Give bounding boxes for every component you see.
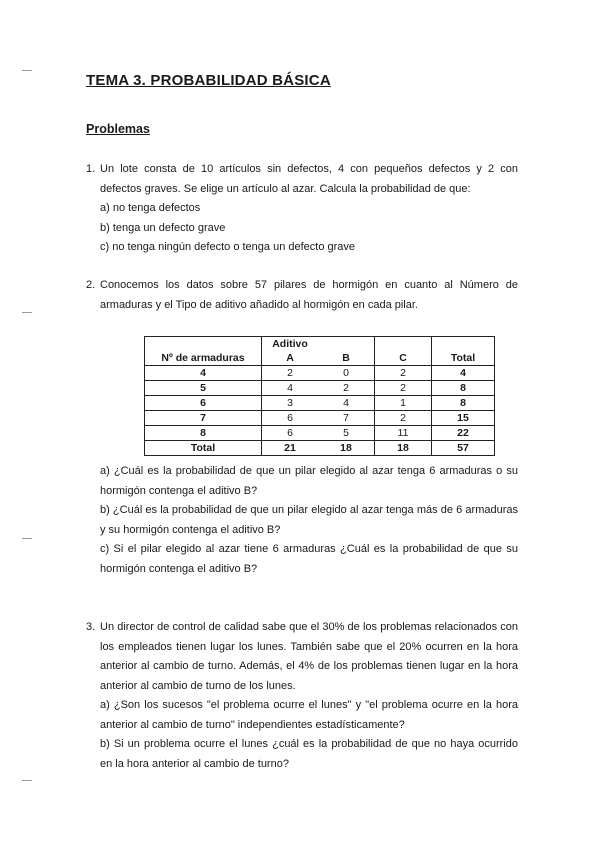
problem-item: a) ¿Cuál es la probabilidad de que un pilar elegido al azar tenga 6 armaduras o su hormigón contenga el aditivo B? [100,465,518,497]
cell: 11 [375,426,432,441]
problem-3 [86,618,518,774]
scan-mark [22,312,32,313]
table-row [145,381,495,396]
row-total: 15 [432,411,495,426]
cell: 18 [318,441,375,456]
cell: 2 [375,366,432,381]
table-row [145,366,495,381]
problem-item: c) no tenga ningún defecto o tenga un defecto grave [100,241,356,253]
column-header: A [262,351,319,366]
row-total: 4 [432,366,495,381]
cell: 5 [318,426,375,441]
column-header: B [318,351,375,366]
scan-mark [22,538,32,539]
cell: 2 [318,381,375,396]
row-label: Total [145,441,262,456]
problem-text: Un lote consta de 10 artículos sin defectos, 4 con pequeños defectos y 2 con defectos graves. Se elige un artículo al azar. Calcula la probabilidad de que: [100,163,518,195]
cell: 4 [262,381,319,396]
row-total: 8 [432,396,495,411]
column-header: C [375,351,432,366]
cell: 2 [262,366,319,381]
table-row [145,411,495,426]
problem-text: Conocemos los datos sobre 57 pilares de hormigón en cuanto al Número de armaduras y el Tipo de aditivo añadido al hormigón en cada pilar. [100,279,518,311]
row-total: 8 [432,381,495,396]
table-row [145,396,495,411]
scan-mark [22,780,32,781]
group-header: Aditivo [262,337,319,352]
table-row-total [145,441,495,456]
cell: 6 [262,411,319,426]
problem-2 [86,276,518,315]
row-header: Nº de armaduras [145,351,262,366]
problem-2-questions [86,462,518,579]
problem-item: a) no tenga defectos [100,202,201,214]
column-header: Total [432,351,495,366]
cell: 18 [375,441,432,456]
section-heading: Problemas [86,122,150,136]
row-label: 7 [145,411,262,426]
cell: 2 [375,411,432,426]
problem-number: 1. [86,163,96,175]
problem-item: c) Si el pilar elegido al azar tiene 6 armaduras ¿Cuál es la probabilidad de que su hormigón contenga el aditivo B? [100,543,518,575]
cell: 3 [262,396,319,411]
problem-item: a) ¿Son los sucesos "el problema ocurre el lunes" y "el problema ocurre en la hora anterior al cambio de turno" independientes estadísticamente? [100,699,518,731]
problem-1 [86,160,518,258]
problem-number: 2. [86,279,96,291]
grand-total: 57 [432,441,495,456]
problem-number: 3. [86,621,96,633]
problem-item: b) Si un problema ocurre el lunes ¿cuál es la probabilidad de que no haya ocurrido en la hora anterior al cambio de turno? [100,738,518,770]
cell: 0 [318,366,375,381]
cell: 7 [318,411,375,426]
problem-item: b) tenga un defecto grave [100,221,226,234]
cell: 4 [318,396,375,411]
row-label: 4 [145,366,262,381]
cell: 2 [375,381,432,396]
cell: 6 [262,426,319,441]
row-label: 8 [145,426,262,441]
table-row [145,426,495,441]
row-total: 22 [432,426,495,441]
cell: 1 [375,396,432,411]
row-label: 6 [145,396,262,411]
problem-item: b) ¿Cuál es la probabilidad de que un pilar elegido al azar tenga más de 6 armaduras y su hormigón contenga el aditivo B? [100,504,518,536]
page-title: TEMA 3. PROBABILIDAD BÁSICA [86,72,331,89]
row-label: 5 [145,381,262,396]
problem-text: Un director de control de calidad sabe que el 30% de los problemas relacionados con los empleados tienen lugar los lunes. También sabe que el 20% ocurren en la hora anterior al cambio de turno. Además, el 4% de los problemas tienen lugar en la hora anterior al cambio de turno de los lunes. [100,621,518,692]
data-table [144,336,495,456]
scan-mark [22,70,32,71]
cell: 21 [262,441,319,456]
